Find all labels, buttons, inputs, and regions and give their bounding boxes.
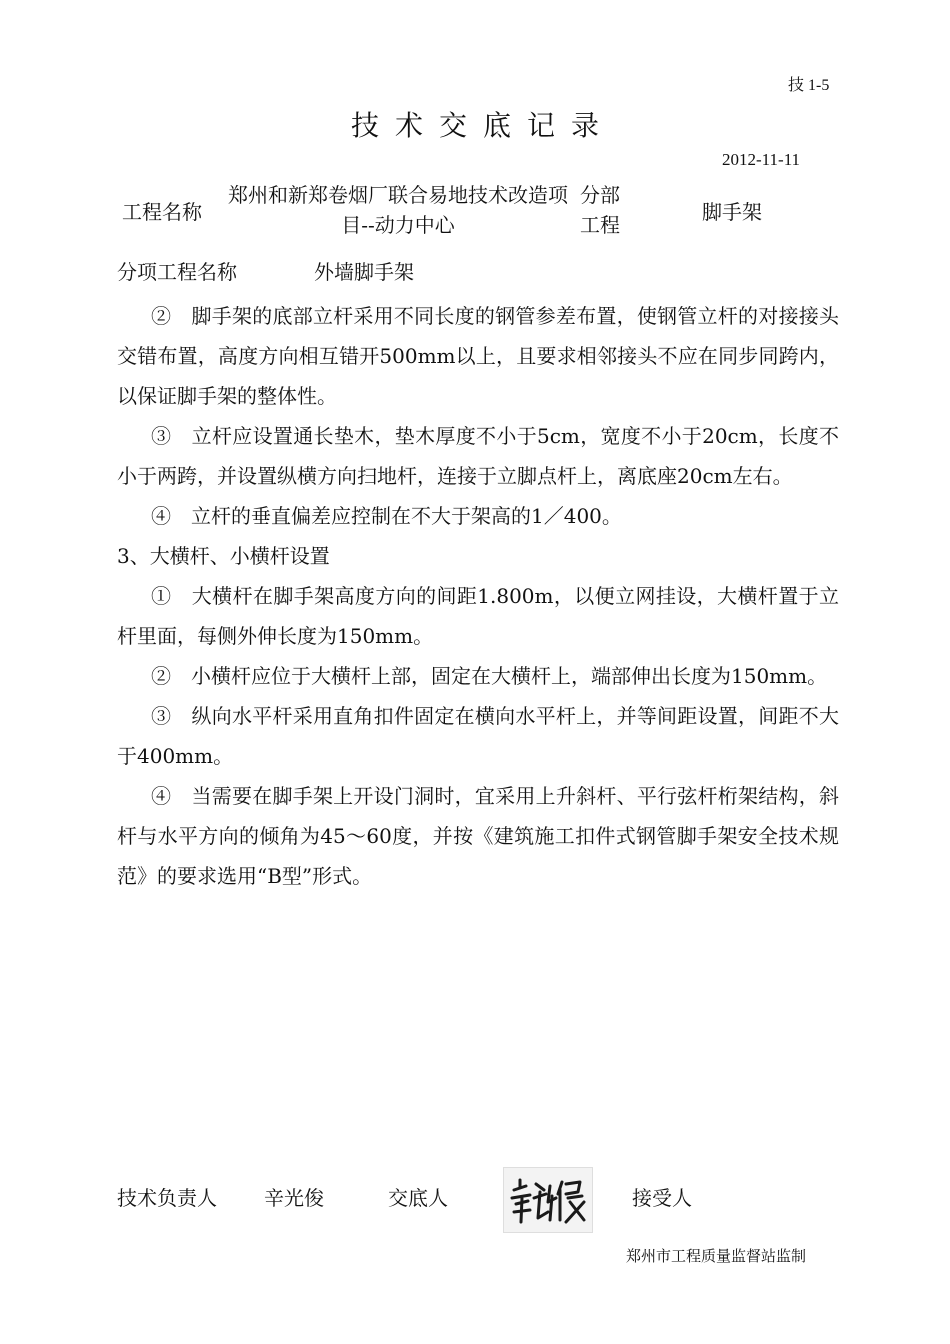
document-title: 技术交底记录 (350, 109, 615, 142)
paragraph-ledger-spacing: ① 大横杆在脚手架高度方向的间距1.800m，以便立网挂设，大横杆置于立杆里面，每侧外伸长度为150mm。 (117, 584, 839, 648)
project-name-value: 郑州和新郑卷烟厂联合易地技术改造项目--动力中心 (228, 183, 568, 237)
handwritten-signature (504, 1168, 592, 1232)
paragraph-base-plank: ③ 立杆应设置通长垫木，垫木厚度不小于5cm，宽度不小于20cm，长度不小于两跨，并设置纵横方向扫地杆，连接于立脚点杆上，离底座20cm左右。 (117, 424, 839, 488)
tech-lead-label: 技术负责人 (117, 1186, 217, 1210)
document-date: 2012-11-11 (722, 150, 801, 169)
project-name-label: 工程名称 (122, 200, 202, 224)
paragraph-vertical-deviation: ④ 立杆的垂直偏差应控制在不大于架高的1／400。 (151, 504, 622, 528)
presenter-label: 交底人 (388, 1186, 448, 1210)
section-heading-ledgers: 3、大横杆、小横杆设置 (117, 544, 330, 568)
subproject-value: 脚手架 (702, 200, 762, 224)
item-name-value: 外墙脚手架 (314, 260, 414, 284)
paragraph-vertical-pole-joints: ② 脚手架的底部立杆采用不同长度的钢管参差布置，使钢管立杆的对接接头交错布置，高度方向相互错开500mm以上，且要求相邻接头不应在同步同跨内，以保证脚手架的整体性。 (117, 304, 839, 408)
paragraph-door-opening: ④ 当需要在脚手架上开设门洞时，宜采用上升斜杆、平行弦杆桁架结构，斜杆与水平方向的倾角为45～60度，并按《建筑施工扣件式钢管脚手架安全技术规范》的要求选用“B型”形式。 (117, 784, 839, 888)
form-code: 技 1-5 (788, 77, 830, 94)
presenter-signature-image (503, 1167, 593, 1233)
disclosure-body (117, 296, 839, 896)
subproject-label: 分部工程 (580, 183, 620, 237)
item-name-label: 分项工程名称 (117, 260, 237, 284)
tech-lead-name: 辛光俊 (264, 1186, 324, 1210)
footer-issuer-note: 郑州市工程质量监督站监制 (626, 1247, 807, 1265)
receiver-label: 接受人 (632, 1186, 692, 1210)
paragraph-longitudinal-bars: ③ 纵向水平杆采用直角扣件固定在横向水平杆上，并等间距设置，间距不大于400mm。 (117, 704, 839, 768)
paragraph-transom-position: ② 小横杆应位于大横杆上部，固定在大横杆上，端部伸出长度为150mm。 (151, 664, 828, 688)
